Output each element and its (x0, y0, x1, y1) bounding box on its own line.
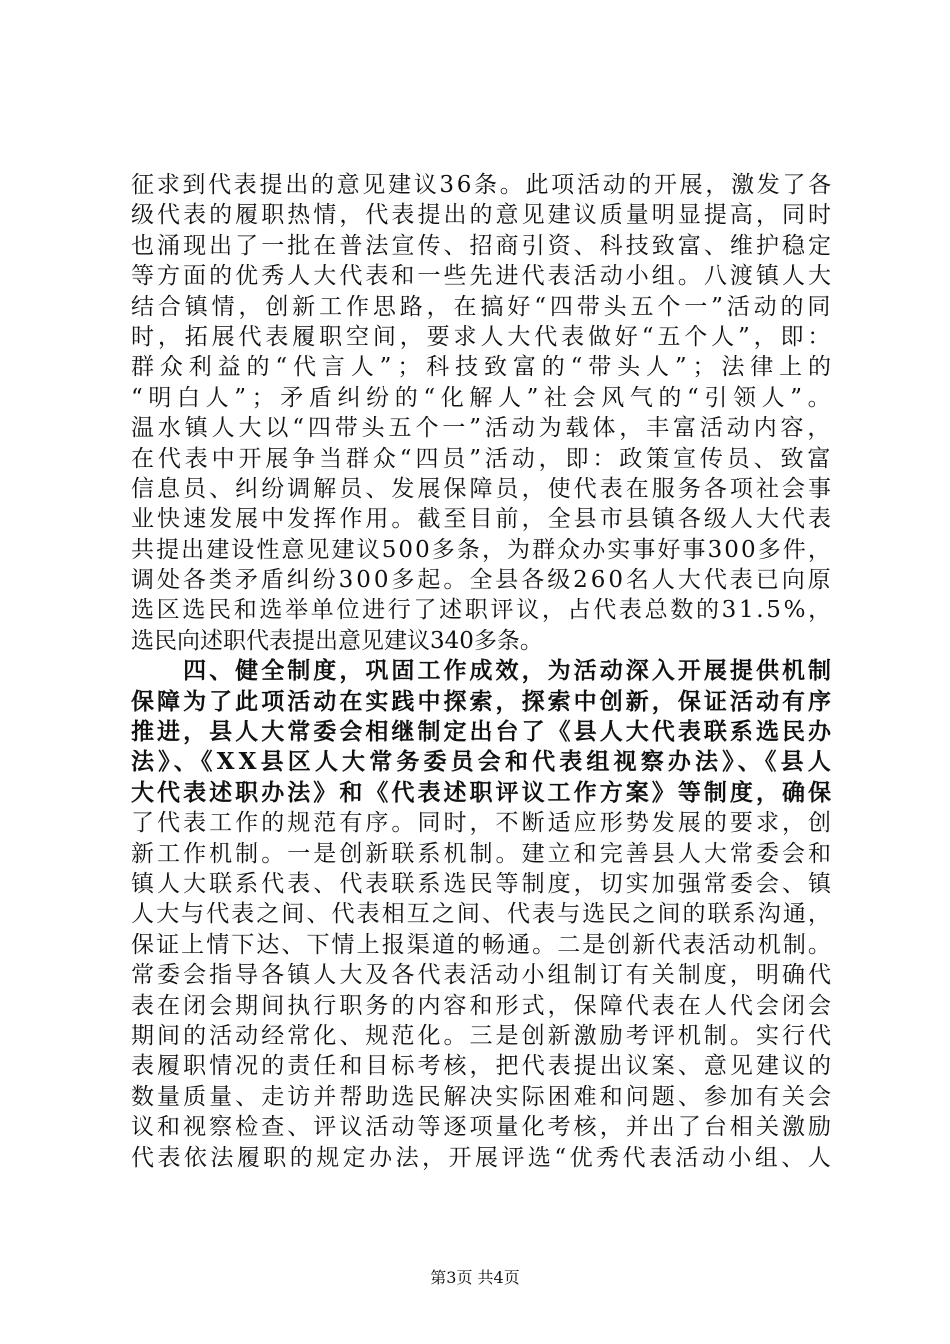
text-line: 表履职情况的责任和目标考核，把代表提出议案、意见建议的 (131, 1053, 835, 1080)
document-body (131, 170, 837, 1173)
text-line: 群众利益的“代言人”；科技致富的“带头人”；法律上的 (131, 354, 837, 381)
text-line: 四、健全制度，巩固工作成效，为活动深入开展提供机制 (131, 657, 835, 685)
text-line: 表在闭会期间执行职务的内容和形式，保障代表在人代会闭会 (131, 992, 835, 1019)
text-line: 共提出建设性意见建议500多条，为群众办实事好事300多件， (131, 536, 833, 563)
text-line: 保障为了此项活动在实践中探索，探索中创新，保证活动有序 (131, 687, 835, 715)
text-line: 镇人大联系代表、代表联系选民等制度，切实加强常委会、镇 (131, 870, 835, 897)
text-line: 温水镇人大以“四带头五个一”活动为载体，丰富活动内容， (131, 415, 835, 442)
text-line: 征求到代表提出的意见建议36条。此项活动的开展，激发了各 (131, 172, 834, 198)
text-line: 在代表中开展争当群众“四员”活动，即：政策宣传员、致富 (131, 445, 835, 472)
text-line: 数量质量、走访并帮助选民解决实际困难和问题、参加有关会 (131, 1083, 835, 1110)
text-line: 大代表述职办法》和《代表述职评议工作方案》等制度，确保 (131, 778, 835, 806)
text-line: 时，拓展代表履职空间，要求人大代表做好“五个人”，即： (131, 323, 835, 350)
text-line: 选民向述职代表提出意见建议340多条。 (131, 627, 543, 654)
text-line: 信息员、纠纷调解员、发展保障员，使代表在服务各项社会事 (131, 475, 835, 502)
page-footer: 第3页 共4页 (430, 1268, 520, 1287)
text-line: 推进，县人大常委会相继制定出台了《县人大代表联系选民办 (131, 718, 835, 746)
text-line: 级代表的履职热情，代表提出的意见建议质量明显提高，同时 (131, 202, 835, 229)
text-line: 法》、《XX县区人大常务委员会和代表组视察办法》、《县人 (131, 748, 835, 776)
text-line: 新工作机制。一是创新联系机制。建立和完善县人大常委会和 (131, 840, 835, 867)
text-line: 结合镇情，创新工作思路，在搞好“四带头五个一”活动的同 (131, 293, 835, 320)
text-line: 议和视察检查、评议活动等逐项量化考核，并出了台相关激励 (131, 1114, 835, 1141)
text-line: 人大与代表之间、代表相互之间、代表与选民之间的联系沟通， (131, 901, 833, 928)
text-line: 等方面的优秀人大代表和一些先进代表活动小组。八渡镇人大 (131, 263, 835, 290)
text-line: 业快速发展中发挥作用。截至目前，全县市县镇各级人大代表 (131, 506, 835, 533)
text-line: “明白人”；矛盾纠纷的“化解人”社会风气的“引领人”。 (131, 384, 837, 411)
text-line: 期间的活动经常化、规范化。三是创新激励考评机制。实行代 (131, 1022, 835, 1049)
text-line: 调处各类矛盾纠纷300多起。全县各级260名人大代表已向原 (131, 567, 834, 594)
text-line: 保证上情下达、下情上报渠道的畅通。二是创新代表活动机制。 (131, 931, 833, 958)
text-line: 了代表工作的规范有序。同时，不断适应形势发展的要求，创 (131, 810, 835, 837)
text-line: 代表依法履职的规定办法，开展评选“优秀代表活动小组、人 (131, 1144, 835, 1171)
text-line: 常委会指导各镇人大及各代表活动小组制订有关制度，明确代 (131, 962, 835, 989)
text-line: 选区选民和选举单位进行了述职评议，占代表总数的31.5%， (131, 597, 834, 624)
text-line: 也涌现出了一批在普法宣传、招商引资、科技致富、维护稳定 (131, 232, 835, 259)
